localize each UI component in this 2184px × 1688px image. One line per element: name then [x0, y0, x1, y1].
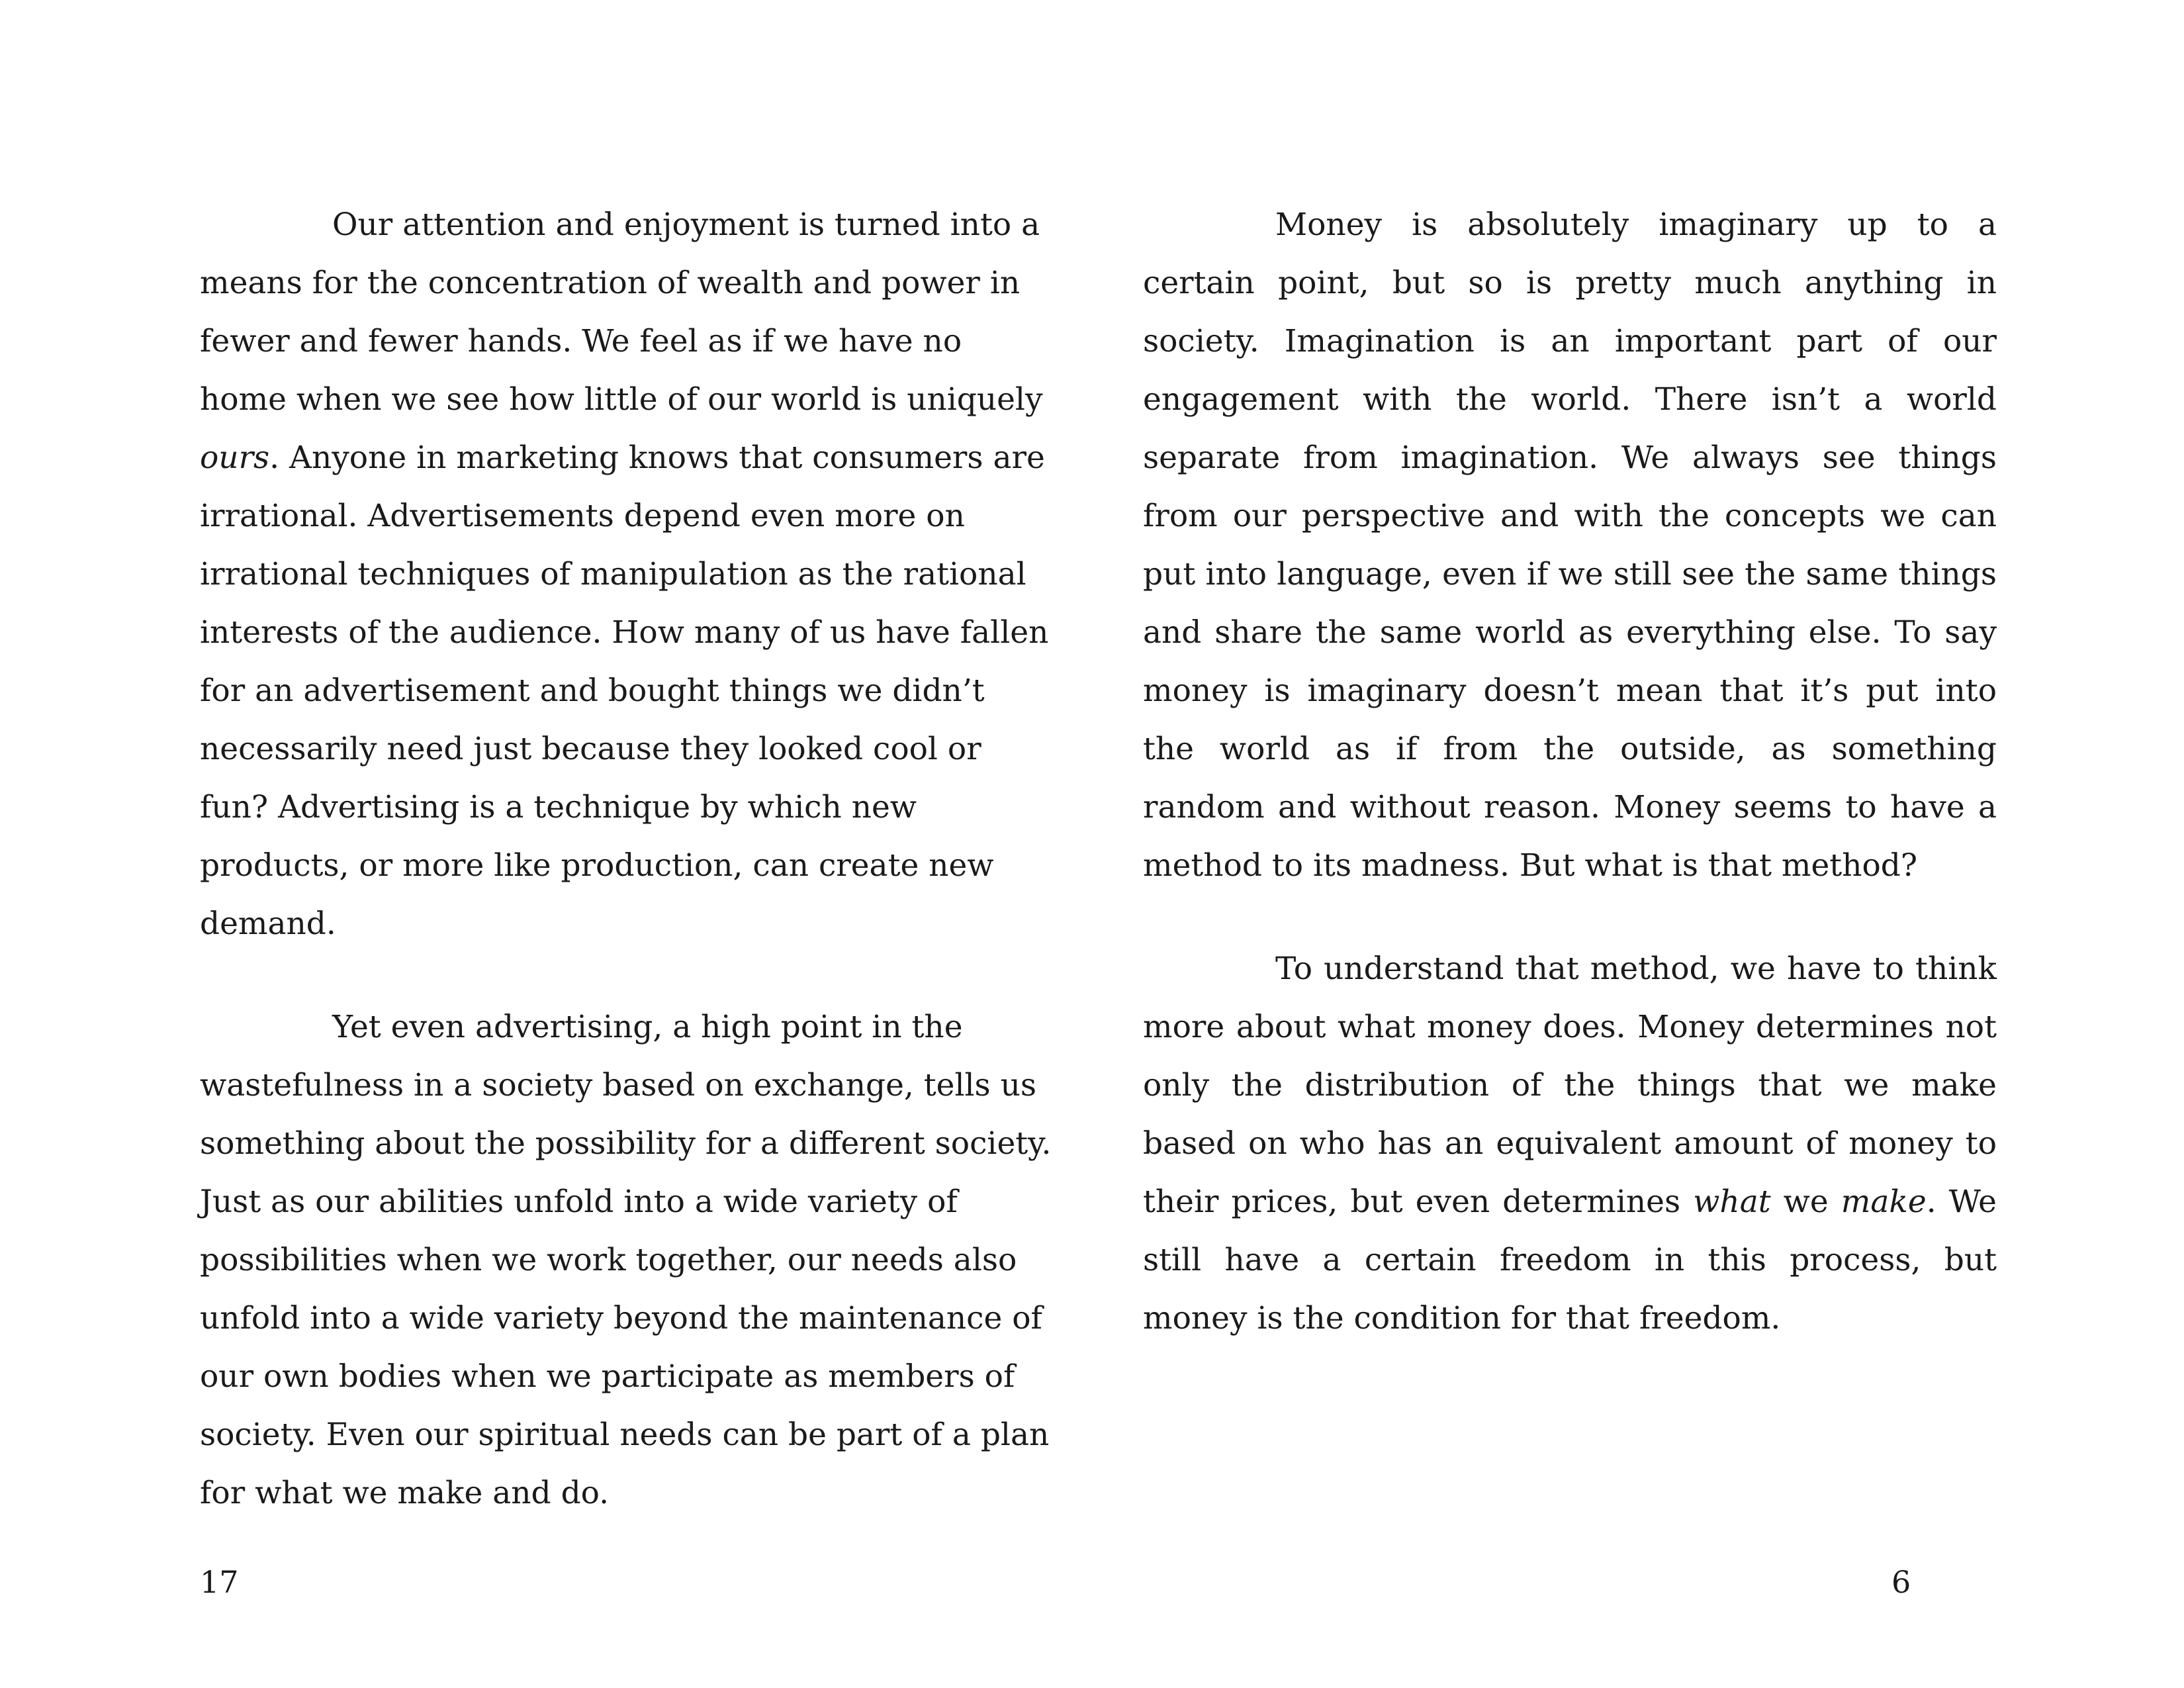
right-paragraph-2 [1143, 940, 1997, 1348]
text-segment-italic: what [1693, 1184, 1771, 1220]
text-segment: Our attention and enjoyment is turned into a means for the concentration of wealth and power in fewer and fewer hands. We feel as if we have no home when we see how little of our world is uniquely [200, 207, 1043, 418]
left-page-number: 17 [200, 1564, 239, 1600]
left-paragraph-1 [200, 196, 1054, 953]
left-paragraph-2 [200, 998, 1054, 1523]
right-page-number: 6 [1891, 1564, 1911, 1600]
text-segment-italic: ours [200, 440, 270, 476]
text-segment: To understand that method, we have to think more about what money does. Money determines not only the distribution of the things that we make based on who has an equivalent amount of money to their prices, but even determines [1143, 951, 1997, 1220]
text-segment: Money is absolutely imaginary up to a certain point, but so is pretty much anything in society. Imagination is an important part of our engagement with the world. There isn’t a world separate from imagination. We always see things from our perspective and with the concepts we can put into language, even if we still see the same things and share the same world as everything else. To say money is imaginary doesn’t mean that it’s put into the world as if from the outside, as something random and without reason. Money seems to have a method to its madness. But what is that method? [1143, 207, 1997, 884]
left-page-text [200, 196, 1054, 1523]
right-page-text [1143, 196, 1997, 1348]
right-paragraph-1 [1143, 196, 1997, 895]
text-segment: we [1770, 1184, 1841, 1220]
text-segment: . Anyone in marketing knows that consumers are irrational. Advertisements depend even more on irrational techniques of manipulation as the rational interests of the audience. How many of us have fallen for an advertisement and bought things we didn’t necessarily need just because they looked cool or fun? Advertising is a technique by which new products, or more like production, can create new demand. [200, 440, 1049, 942]
text-segment: . We still have a certain freedom in this process, but money is the condition for that freedom. [1143, 1184, 1997, 1336]
text-segment: Yet even advertising, a high point in the wastefulness in a society based on exchange, tells us something about the possibility for a different society. Just as our abilities unfold into a wide variety of possibilities when we work together, our needs also unfold into a wide variety beyond the maintenance of our own bodies when we participate as members of society. Even our spiritual needs can be part of a plan for what we make and do. [200, 1009, 1052, 1511]
text-segment-italic: make [1841, 1184, 1927, 1220]
